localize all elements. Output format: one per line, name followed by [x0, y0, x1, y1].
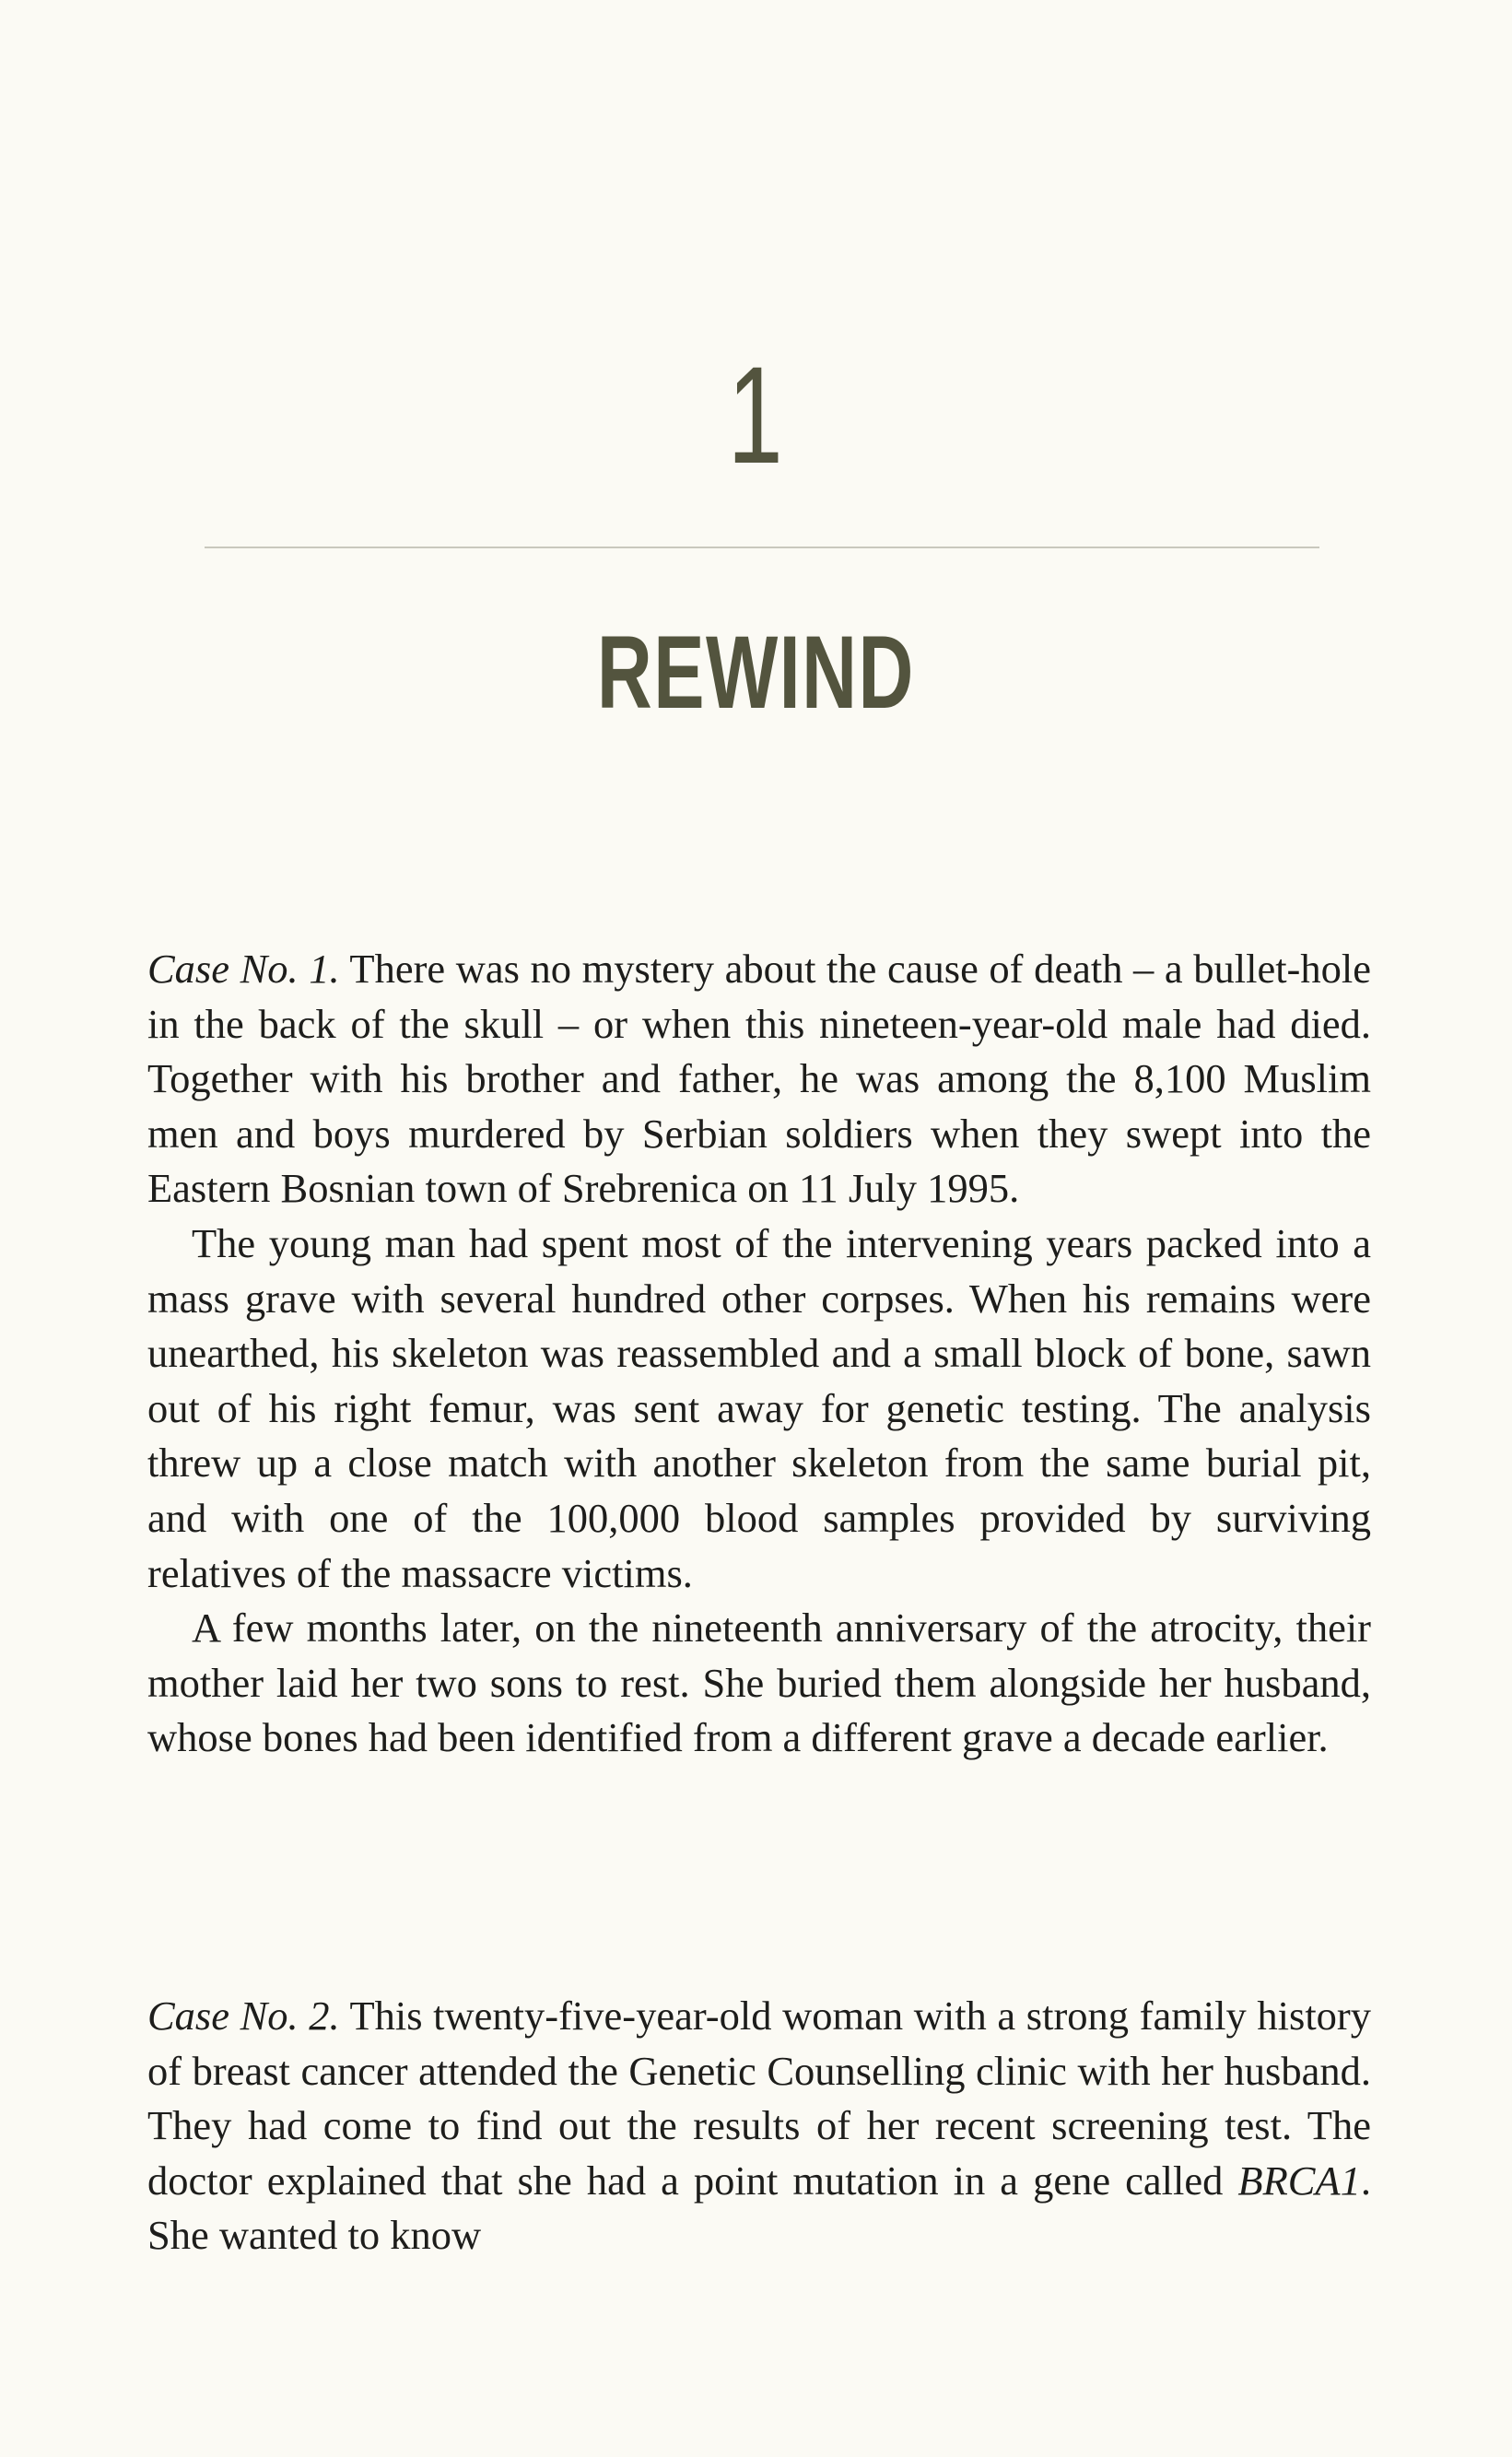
- case-2-label: Case No. 2.: [147, 1993, 340, 2039]
- case-2-paragraph-1: [147, 1989, 1371, 2263]
- gene-name: BRCA1: [1237, 2157, 1361, 2204]
- case-2-paragraph-1-tail: . She wanted to know: [147, 2157, 1371, 2259]
- case-1-paragraph-3: A few months later, on the nineteenth anniversary of the atrocity, their mother laid her two sons to rest. She buried them alongside her husband, whose bones had been identified from a different grave a decade earlier.: [147, 1605, 1371, 1761]
- case-1-section: [147, 942, 1371, 1766]
- chapter-number: 1: [727, 337, 785, 492]
- case-1-paragraph-1-text: There was no mystery about the cause of death – a bullet-hole in the back of the skull – or when this nineteen-year-old male had died. Together with his brother and father, he was among the 8,100 Muslim men and boys murdered by Serbian soldiers when they swept into the Eastern Bosnian town of Srebrenica on 11 July 1995.: [147, 946, 1371, 1212]
- chapter-title: REWIND: [596, 615, 915, 730]
- case-2-section: [147, 1989, 1371, 2263]
- chapter-divider: [205, 547, 1319, 548]
- case-1-paragraph-1: [147, 942, 1371, 1217]
- case-1-paragraph-2: The young man had spent most of the intervening years packed into a mass grave with several hundred other corpses. When his remains were unearthed, his skeleton was reassembled and a small block of bone, sawn out of his right femur, was sent away for genetic testing. The analysis threw up a close match with another skeleton from the same burial pit, and with one of the 100,000 blood samples provided by surviving relatives of the massacre victims.: [147, 1219, 1371, 1596]
- case-1-label: Case No. 1.: [147, 946, 340, 992]
- case-2-paragraph-1-text: This twenty-five-year-old woman with a strong family history of breast cancer attended the Genetic Counselling clinic with her husband. They had come to find out the results of her recent screening test. The doctor explained that she had a point mutation in a gene called: [147, 1993, 1372, 2204]
